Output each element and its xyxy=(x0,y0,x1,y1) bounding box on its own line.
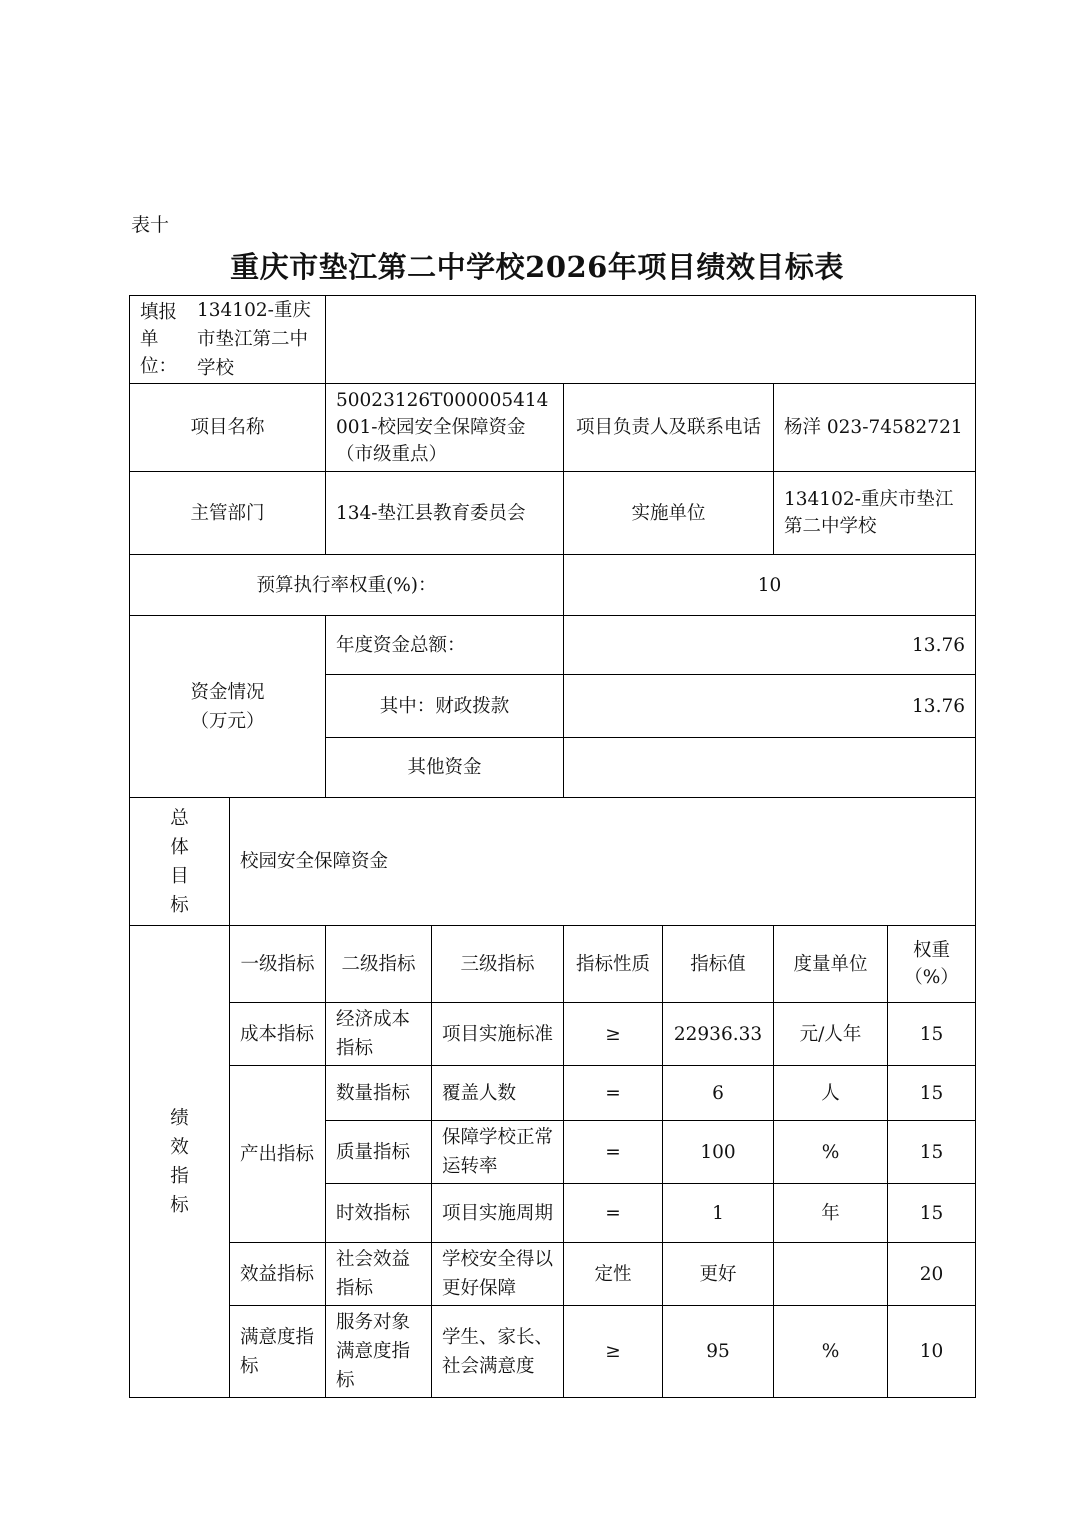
indicator-l1: 成本指标 xyxy=(230,1003,326,1066)
funds-label-text: 资金情况（万元） xyxy=(190,681,265,732)
project-name-row xyxy=(130,384,976,472)
indicator-l1: 满意度指标 xyxy=(230,1306,326,1398)
indicator-l3: 覆盖人数 xyxy=(432,1066,564,1121)
header-l2: 二级指标 xyxy=(326,926,432,1003)
leader-label: 项目负责人及联系电话 xyxy=(564,384,774,472)
header-value: 指标值 xyxy=(663,926,774,1003)
page-title: 重庆市垫江第二中学校2026年项目绩效目标表 xyxy=(230,250,844,284)
indicator-unit: 人 xyxy=(774,1066,888,1121)
header-l1: 一级指标 xyxy=(230,926,326,1003)
leader-value: 杨洋 023-74582721 xyxy=(774,384,976,472)
unit-cell xyxy=(130,296,326,384)
impl-label: 实施单位 xyxy=(564,472,774,555)
indicator-row xyxy=(130,1003,976,1066)
goal-value: 校园安全保障资金 xyxy=(230,798,976,926)
funds-label xyxy=(130,616,326,798)
fiscal-value: 13.76 xyxy=(564,675,976,738)
indicator-weight: 15 xyxy=(888,1121,976,1184)
indicator-nature: 定性 xyxy=(564,1243,663,1306)
header-unit: 度量单位 xyxy=(774,926,888,1003)
project-name-value: 50023126T000005414001-校园安全保障资金（市级重点） xyxy=(326,384,564,472)
performance-table xyxy=(129,295,976,1398)
indicator-value: 100 xyxy=(663,1121,774,1184)
indicator-l3: 项目实施周期 xyxy=(432,1184,564,1243)
indicator-weight: 20 xyxy=(888,1243,976,1306)
indicator-value: 95 xyxy=(663,1306,774,1398)
impl-value: 134102-重庆市垫江第二中学校 xyxy=(774,472,976,555)
indicator-value: 22936.33 xyxy=(663,1003,774,1066)
indicator-l2: 时效指标 xyxy=(326,1184,432,1243)
indicator-row xyxy=(130,1243,976,1306)
budget-rate-value: 10 xyxy=(564,555,976,616)
indicator-l2: 经济成本指标 xyxy=(326,1003,432,1066)
budget-rate-row xyxy=(130,555,976,616)
indicator-l2: 社会效益指标 xyxy=(326,1243,432,1306)
project-name-label: 项目名称 xyxy=(130,384,326,472)
dept-label: 主管部门 xyxy=(130,472,326,555)
indicator-l2: 质量指标 xyxy=(326,1121,432,1184)
dept-row xyxy=(130,472,976,555)
indicator-nature: ≥ xyxy=(564,1003,663,1066)
indicator-l1: 产出指标 xyxy=(230,1066,326,1243)
indicator-weight: 15 xyxy=(888,1184,976,1243)
indicator-l3: 项目实施标准 xyxy=(432,1003,564,1066)
fiscal-label: 其中：财政拨款 xyxy=(326,675,564,738)
indicator-l2: 服务对象满意度指标 xyxy=(326,1306,432,1398)
total-value: 13.76 xyxy=(564,616,976,675)
total-funds-row xyxy=(130,616,976,675)
indicator-l3: 学校安全得以更好保障 xyxy=(432,1243,564,1306)
header-nature: 指标性质 xyxy=(564,926,663,1003)
table-label: 表十 xyxy=(131,214,170,236)
total-label: 年度资金总额： xyxy=(326,616,564,675)
indicator-l2: 数量指标 xyxy=(326,1066,432,1121)
indicator-unit: % xyxy=(774,1306,888,1398)
dept-value: 134-垫江县教育委员会 xyxy=(326,472,564,555)
indicator-nature: = xyxy=(564,1184,663,1243)
indicator-unit: % xyxy=(774,1121,888,1184)
indicator-l3: 保障学校正常运转率 xyxy=(432,1121,564,1184)
other-label: 其他资金 xyxy=(326,738,564,798)
indicator-row xyxy=(130,1066,976,1121)
indicator-unit: 元/人年 xyxy=(774,1003,888,1066)
header-l3: 三级指标 xyxy=(432,926,564,1003)
goal-row xyxy=(130,798,976,926)
unit-label: 填报单位： xyxy=(140,302,178,377)
indicator-header-row xyxy=(130,926,976,1003)
indicator-unit xyxy=(774,1243,888,1306)
budget-rate-label: 预算执行率权重(%)： xyxy=(130,555,564,616)
goal-label: 总体目标 xyxy=(130,798,230,926)
unit-value: 134102-重庆市垫江第二中学校 xyxy=(197,300,311,379)
other-value xyxy=(564,738,976,798)
indicator-l3: 学生、家长、社会满意度 xyxy=(432,1306,564,1398)
indicator-weight: 15 xyxy=(888,1003,976,1066)
header-weight: 权重（%） xyxy=(888,926,976,1003)
perf-label: 绩效指标 xyxy=(130,926,230,1398)
indicator-unit: 年 xyxy=(774,1184,888,1243)
indicator-row xyxy=(130,1306,976,1398)
indicator-weight: 10 xyxy=(888,1306,976,1398)
indicator-nature: = xyxy=(564,1066,663,1121)
indicator-nature: = xyxy=(564,1121,663,1184)
indicator-nature: ≥ xyxy=(564,1306,663,1398)
indicator-l1: 效益指标 xyxy=(230,1243,326,1306)
indicator-value: 6 xyxy=(663,1066,774,1121)
unit-row xyxy=(130,296,976,384)
unit-blank xyxy=(326,296,976,384)
indicator-value: 1 xyxy=(663,1184,774,1243)
indicator-weight: 15 xyxy=(888,1066,976,1121)
indicator-value: 更好 xyxy=(663,1243,774,1306)
